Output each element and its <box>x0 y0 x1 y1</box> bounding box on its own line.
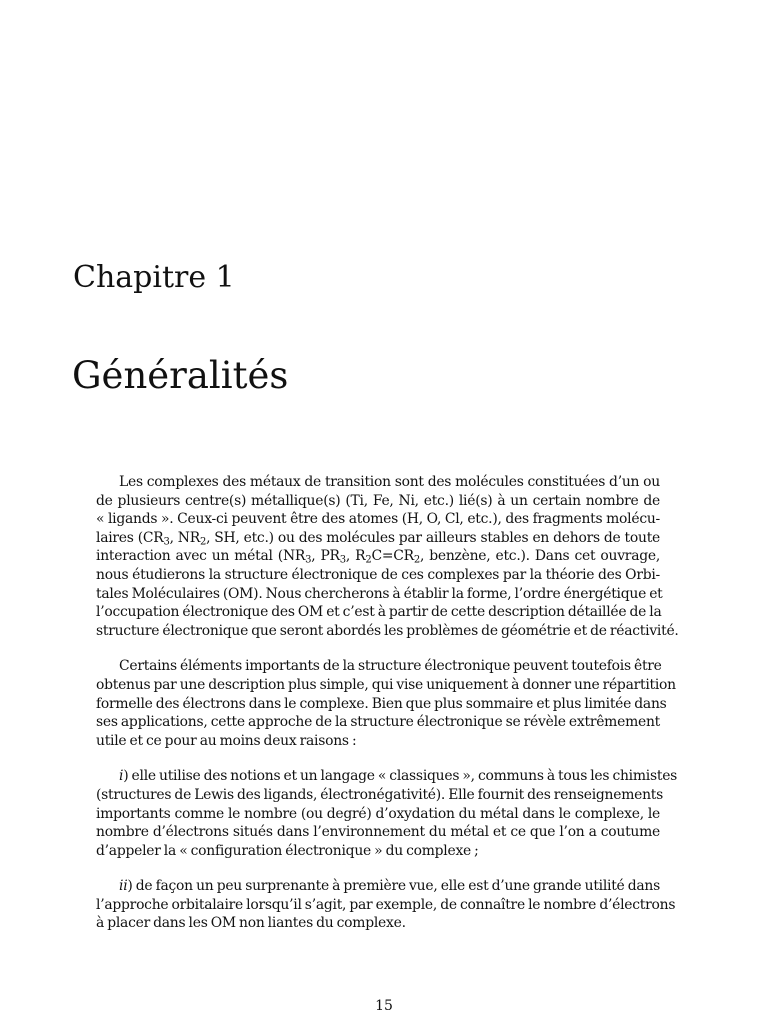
text-run: ses applications, cette approche de la structure électronique se révèle extrêmement <box>96 714 660 731</box>
paragraph <box>73 657 676 750</box>
text-line <box>73 695 667 714</box>
chapter-title: Généralités <box>72 354 289 397</box>
subscript: 3 <box>339 554 346 566</box>
subscript: 3 <box>305 554 312 566</box>
text-line <box>73 786 663 805</box>
text-run: « ligands ». Ceux-ci peuvent être des atomes (H, O, Cl, etc.), des fragments molécu- <box>96 511 660 528</box>
text-line <box>73 896 676 915</box>
text-line <box>73 732 660 751</box>
text-run: , benzène, etc.). Dans cet ouvrage, <box>419 548 661 565</box>
subscript: 3 <box>163 536 170 548</box>
text-run: , PR <box>311 548 340 565</box>
text-run: structure électronique que seront abordés les problèmes de géométrie et de réactivité. <box>96 622 679 639</box>
body-text <box>73 473 679 933</box>
text-run: (structures de Lewis des ligands, électronégativité). Elle fournit des renseignements <box>96 786 663 803</box>
text-run: , NR <box>169 529 200 546</box>
text-run: d’appeler la « configuration électronique » du complexe ; <box>96 842 479 859</box>
paragraph <box>73 877 676 933</box>
list-marker: i <box>119 768 124 785</box>
text-line <box>73 713 660 732</box>
subscript: 2 <box>365 554 372 566</box>
text-run: obtenus par une description plus simple, qui vise uniquement à donner une répartition <box>96 676 676 693</box>
text-line <box>73 473 660 492</box>
text-run: à placer dans les OM non liantes du complexe. <box>96 915 406 932</box>
text-line <box>73 842 660 861</box>
paragraph <box>73 767 678 860</box>
text-run: nombre d’électrons situés dans l’environnement du métal et ce que l’on a coutume <box>96 824 660 841</box>
paragraph <box>73 473 679 640</box>
text-run: laires (CR <box>96 529 164 546</box>
text-line <box>73 805 660 824</box>
text-run: , SH, etc.) ou des molécules par ailleurs stables en dehors de toute <box>206 529 661 546</box>
chapter-label: Chapitre 1 <box>73 260 235 295</box>
text-run: interaction avec un métal (NR <box>96 548 306 565</box>
text-run: l’approche orbitalaire lorsqu’il s’agit, par exemple, de connaître le nombre d’électrons <box>96 896 676 913</box>
text-line <box>73 529 660 548</box>
text-line <box>73 492 660 511</box>
text-line <box>73 914 660 933</box>
page-number: 15 <box>375 998 393 1014</box>
subscript: 2 <box>413 554 420 566</box>
text-run: formelle des électrons dans le complexe. Bien que plus sommaire et plus limitée dans <box>96 695 667 712</box>
text-run: nous étudierons la structure électronique de ces complexes par la théorie des Orbi- <box>96 566 660 583</box>
text-line <box>73 547 660 566</box>
text-line <box>73 823 660 842</box>
text-run: , R <box>345 548 366 565</box>
text-run: Les complexes des métaux de transition sont des molécules constituées d’un ou <box>119 474 660 490</box>
text-run: ) de façon un peu surprenante à première vue, elle est d’une grande utilité dans <box>127 878 660 895</box>
text-line <box>73 566 660 585</box>
text-run: l’occupation électronique des OM et c’est à partir de cette description détaillée de la <box>96 604 662 621</box>
subscript: 2 <box>199 536 207 548</box>
text-line <box>73 657 660 676</box>
text-run: tales Moléculaires (OM). Nous chercherons à établir la forme, l’ordre énergétique et <box>96 585 663 602</box>
text-run: Certains éléments importants de la structure électronique peuvent toutefois être <box>119 658 662 675</box>
list-marker: ii <box>119 878 128 895</box>
text-line <box>73 767 678 786</box>
text-line <box>73 877 660 896</box>
text-line <box>73 622 679 641</box>
text-run: ) elle utilise des notions et un langage « classiques », communs à tous les chimistes <box>123 768 678 785</box>
text-run: C=CR <box>371 548 414 565</box>
text-run: importants comme le nombre (ou degré) d’oxydation du métal dans le complexe, le <box>96 805 660 822</box>
text-line <box>73 510 660 529</box>
text-line <box>73 676 676 695</box>
text-line <box>73 603 660 622</box>
text-run: de plusieurs centre(s) métallique(s) (Ti, Fe, Ni, etc.) lié(s) à un certain nombre de <box>96 492 660 509</box>
text-run: utile et ce pour au moins deux raisons : <box>96 732 357 749</box>
text-line <box>73 585 663 604</box>
